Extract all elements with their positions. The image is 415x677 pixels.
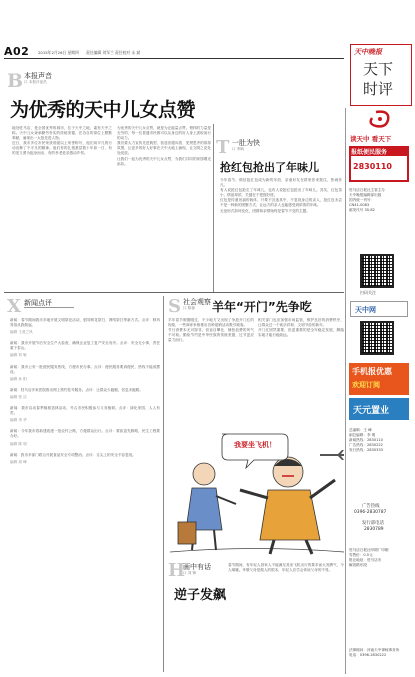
social-author: 口 陈蓉 [183, 306, 195, 310]
lead-body-col1 [12, 126, 112, 286]
qr-label: 扫码关注 [360, 290, 376, 295]
address-heading: 发行部电话 [362, 521, 384, 526]
comic-headline: 逆子发飙 [174, 588, 227, 603]
sidebar-footer: 法律顾问：河南天中律师事务所 电话：0396-2830222 [349, 648, 400, 658]
service-ad-phone: 2830110 [353, 162, 392, 171]
date-line: 2015年2月26日 星期四 [38, 50, 79, 55]
news-source: 编辑 陈 明 [10, 441, 27, 446]
social-body-col2 [258, 318, 344, 426]
service-ad-label: 报纸便民服务 [351, 149, 388, 156]
news-source: 编辑 刘 敏 [10, 353, 27, 358]
mobile-ad-line1: 手机报优惠 [352, 367, 392, 376]
header-rule [4, 58, 344, 59]
news-item: 新闻：驻马店多家医院推出网上预约挂号服务。点评：让群众少跑腿，信息多跑路。 [10, 387, 143, 392]
comic-section-name: 画中有话 [183, 563, 211, 571]
contact-row: 发行热线：2830333 [349, 448, 383, 453]
news-item: 新闻：我市开展节后安全生产大检查，确保企业复工复产安全有序。点评：安全无小事，责任重于泰山。 [10, 341, 160, 351]
lead-body-col2 [117, 126, 211, 286]
redpacket-para-1: 今年春节，微信抢红包成为新的年俗，亲朋好友在群里你来我往，热闹非凡。 [220, 178, 342, 188]
social-section-letter: S [168, 296, 181, 317]
news-item: 新闻：我市启动春季植树造林活动，号召市民积极参与义务植树。点评：绿化家园，人人有责。 [10, 406, 160, 416]
contact-row: 副总编辑：李 明 [349, 433, 376, 438]
redpacket-para-2: 有人说抢红包抢走了年味儿，也有人说抢红包抢出了年味儿。其实，红包虽小，情谊却浓，关键在于把握好度。 [220, 188, 342, 198]
redpacket-headline: 抢红包抢出了年味儿 [220, 161, 319, 174]
lead-para-1: 地处驻马店，是全国优秀的城市，位于天中之地，素有天中之称。天中儿女秉承勤劳朴实的传统美德，在各自的岗位上默默奉献，涌现出一大批先进人物。 [12, 126, 112, 141]
logo-swirl-icon [350, 108, 408, 132]
social-headline: 羊年“开门”先争吃 [212, 300, 312, 314]
news-item: 新闻：春节期间我市多地开展文明祭祀活动，倡导鲜花祭扫、网络祭扫等新方式。点评：移风易俗从我做起。 [10, 318, 160, 328]
social-para-2: 节日消费本无可厚非，但盲目攀比、铺张浪费的风气不可取。勤俭节约是中华民族的传统美德，过节更应量力而行。 [168, 328, 254, 343]
news-item: 新闻：今年我市将新建改建一批农村公路，方便群众出行。点评：要致富先修路，民生工程要办好。 [10, 429, 160, 439]
editor-line: 责任编辑 刘军兰 责任校对 永 斌 [86, 50, 141, 55]
mobile-ad[interactable] [349, 363, 409, 395]
comic-section-letter: H [168, 560, 186, 581]
masthead-cn: 天中晚报 [354, 47, 382, 56]
contact-row: 广告热线：2830222 [349, 443, 383, 448]
sidebar-blog-logo[interactable] [350, 301, 408, 317]
social-para-3: 相关部门也应加强市场监管，维护良好的消费秩序，让群众过一个欢乐祥和、文明节俭的新年。 [258, 318, 344, 328]
social-para-4: 开门红固然重要，但更重要的是全年稳定发展，脚踏实地才能行稳致远。 [258, 328, 344, 338]
lead-para-3: 为优秀的天中儿女点赞，就是为正能量点赞。榜样的力量是无穷的，每一位普通市民都可以从身边的好人身上汲取前行的动力。 [117, 126, 211, 141]
masthead-box [350, 44, 412, 106]
redpacket-section-name: 一肚为快 [232, 139, 260, 147]
lead-section-letter: B [7, 70, 24, 92]
contact-row: 总编辑：王 峰 [349, 428, 372, 432]
address-phone: 2830789 [364, 527, 384, 532]
social-para-1: 羊年春节假期刚过，不少地方又出现了争抢开门红的现象，一些商家争相推出各种促销活动吸引顾客。 [168, 318, 254, 328]
blog-label: 天中网 [355, 306, 376, 314]
lead-para-2: 近日，我市多位市民荣获省级以上荣誉称号，他们用平凡的行动诠释了不平凡的精神。他们有的扎根基层数十年如一日，有的见义勇为挺身而出，有的孝老爱亲感动乡邻。 [12, 141, 112, 156]
page-code: A02 [4, 45, 30, 58]
realestate-ad[interactable] [349, 398, 409, 420]
sidebar [346, 108, 412, 674]
sidebar-print-info: 驻马店日报社印刷厂印刷 零售价：0.5元 报社地址：驻马店市 解放路东段 [349, 548, 389, 568]
lead-para-4: 我们要大力宣传先进典型，营造崇德向善、见贤思齐的浓厚氛围，让更多的好人好事在天中大地上涌现，让文明之花处处绽放。 [117, 141, 211, 156]
news-section-letter: X [7, 296, 21, 317]
vertical-divider-lead [213, 124, 214, 292]
lead-bottom-rule [4, 292, 344, 293]
news-source: 编辑 张 洁 [10, 394, 27, 399]
sidebar-description: 驻马店日报社主管主办 天中晚报编辑部出版 国内统一刊号： CN41-0083 邮发代号 35-82 [349, 188, 385, 213]
redpacket-body [220, 178, 342, 288]
news-source: 编辑 孙 阳 [10, 376, 27, 381]
comic-illustration [170, 430, 344, 560]
news-item: 新闻：我市多部门联合开展食品安全专项整治。点评：舌尖上的安全不容忽视。 [10, 452, 136, 457]
news-section-name: 新闻点评 [24, 299, 52, 307]
qr-code[interactable] [360, 254, 394, 288]
contact-row: 新闻热线：2830110 [349, 438, 383, 443]
vertical-divider-news [163, 296, 164, 672]
mobile-ad-line2: 欢迎订阅 [352, 381, 380, 389]
lead-author: 口 本报评论员 [24, 80, 47, 84]
realestate-ad-line: 天元置业 [353, 406, 390, 416]
news-source: 编辑 王者之风 [10, 330, 33, 335]
news-item: 新闻：我市公布一批便民服务热线，方便市民办事。点评：便民服务要真便民，热线不能成摆设。 [10, 364, 160, 374]
sidebar-contacts [349, 428, 409, 498]
service-ad-inner [351, 156, 407, 180]
lead-section-name: 本报声音 [24, 72, 52, 80]
sidebar-divider [345, 108, 346, 674]
news-title-rule [24, 307, 74, 308]
social-section-name: 社会观察 [183, 298, 211, 306]
news-source: 编辑 周 峰 [10, 459, 27, 464]
redpacket-para-4: 无论形式如何变化，团圆和亲情始终是春节不变的主题。 [220, 208, 310, 213]
service-ad[interactable] [349, 146, 409, 182]
sidebar-logo-text: 读天中 看天下 [350, 135, 392, 143]
news-list [10, 318, 160, 668]
lead-headline: 为优秀的天中儿女点赞 [10, 99, 196, 121]
masthead-title: 天下时评 [363, 60, 394, 98]
news-source: 编辑 李 华 [10, 418, 27, 423]
airplane-icon [320, 450, 344, 460]
qr-code-2[interactable] [360, 321, 394, 355]
comic-speech-bubble: 我要坐飞机！ [234, 441, 276, 449]
ad-phone: 0396-2830787 [354, 510, 387, 515]
ad-heading: 广告热线 [362, 504, 380, 509]
redpacket-section-letter: T [216, 137, 230, 158]
sidebar-logo [350, 108, 408, 132]
comic-caption: 春节期间，有年轻人因家人不能满足其坐飞机出行的要求而大发脾气，令人唏嘘。孝敬父母是做人的根本，年轻人应学会体谅父母的不易。 [228, 563, 344, 573]
lead-para-5: 让我们一起为优秀的天中儿女点赞，为我们共同的家园增光添彩。 [117, 156, 211, 166]
redpacket-author: 口 李响 [232, 147, 244, 151]
redpacket-para-3: 红包是传递祝福的载体，只要不沉迷其中、不忽视身边的亲人，抢红包未尝不是一种新的团聚方式，让远方的亲人也能感受到浓浓的年味。 [220, 198, 342, 208]
social-body-col1 [168, 318, 254, 426]
comic-author: 口 刘 锋 [183, 571, 197, 575]
